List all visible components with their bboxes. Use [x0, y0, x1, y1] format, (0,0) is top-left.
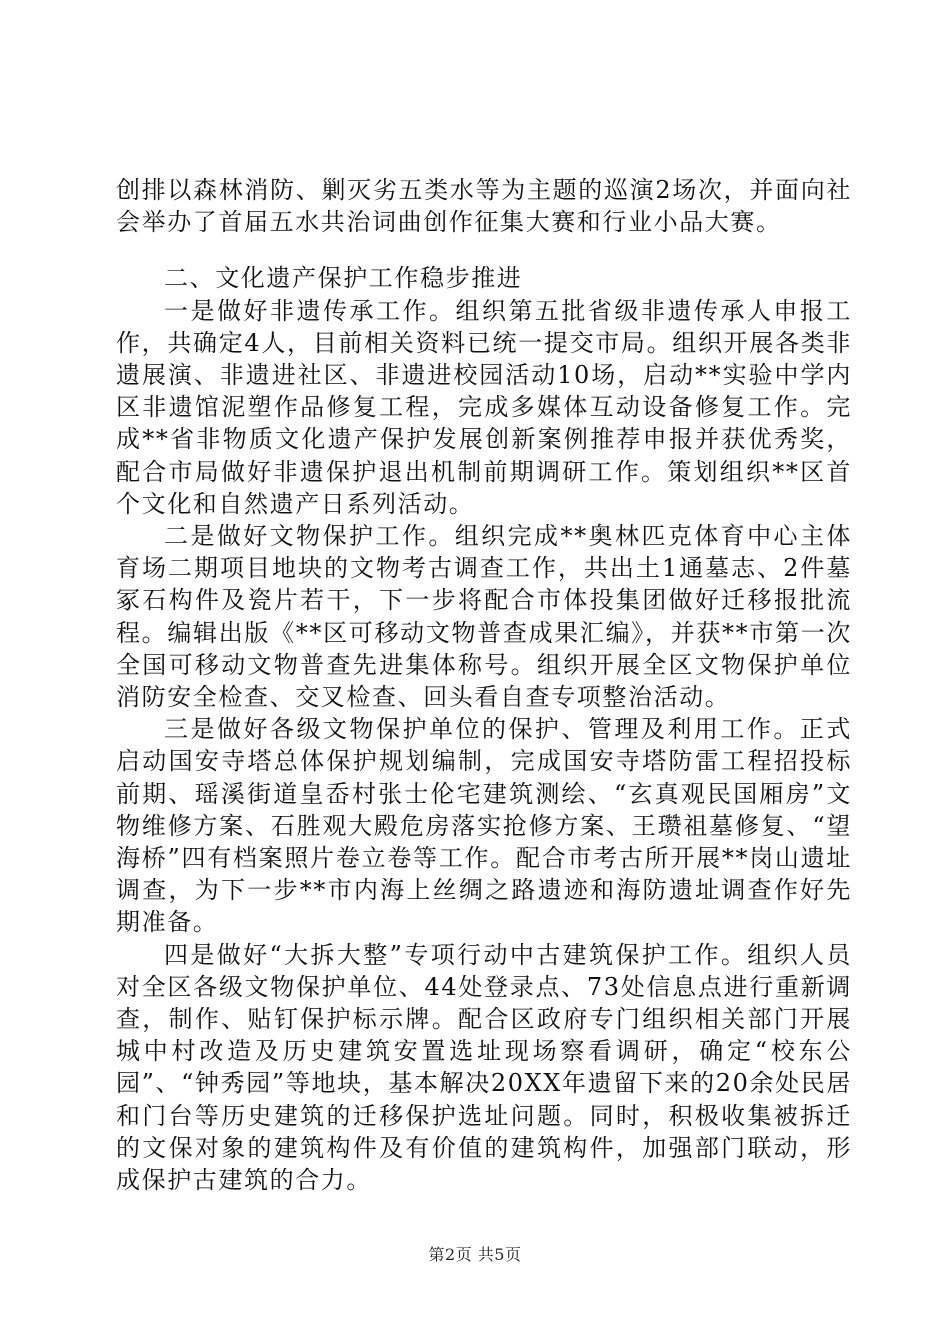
paragraph-protected-sites: 三是做好各级文物保护单位的保护、管理及利用工作。正式启动国安寺塔总体保护规划编制，完成国安寺塔防雷工程招投标前期、瑶溪街道皇岙村张士伦宅建筑测绘、“玄真观民国厢房”文物维修方案、石胜观大殿危房落实抢修方案、王瓒祖墓修复、“望海桥”四有档案照片卷立卷等工作。配合市考古所开展**岗山遗址调查，为下一步**市内海上丝绸之路遗迹和海防遗址调查作好先期准备。 — [116, 715, 852, 937]
paragraph-intangible-heritage: 一是做好非遗传承工作。组织第五批省级非遗传承人申报工作，共确定4人，目前相关资料已统一提交市局。组织开展各类非遗展演、非遗进社区、非遗进校园活动10场，启动**实验中学内区非遗馆泥塑作品修复工程，完成多媒体互动设备修复工作。完成**省非物质文化遗产保护发展创新案例推荐申报并获优秀奖，配合市局做好非遗保护退出机制前期调研工作。策划组织**区首个文化和自然遗产日系列活动。 — [116, 296, 852, 518]
paragraph-relic-protection: 二是做好文物保护工作。组织完成**奥林匹克体育中心主体育场二期项目地块的文物考古调查工作，共出土1通墓志、2件墓冢石构件及瓷片若干，下一步将配合市体投集团做好迁移报批流程。编辑出版《**区可移动文物普查成果汇编》，并获**市第一次全国可移动文物普查先进集体称号。组织开展全区文物保护单位消防安全检查、交叉检查、回头看自查专项整治活动。 — [116, 522, 852, 712]
page-footer: 第2页 共5页 — [428, 1245, 522, 1264]
paragraph-continuation: 创排以森林消防、剿灭劣五类水等为主题的巡演2场次，并面向社会举办了首届五水共治词曲创作征集大赛和行业小品大赛。 — [116, 176, 852, 237]
paragraph-ancient-buildings: 四是做好“大拆大整”专项行动中古建筑保护工作。组织人员对全区各级文物保护单位、44处登录点、73处信息点进行重新调查，制作、贴钉保护标示牌。配合区政府专门组织相关部门开展城中村改造及历史建筑安置选址现场察看调研，确定“校东公园”、“钟秀园”等地块，基本解决20XX年遗留下来的20余处民居和门台等历史建筑的迁移保护选址问题。同时，积极收集被拆迁的文保对象的建筑构件及有价值的建筑构件，加强部门联动，形成保护古建筑的合力。 — [116, 940, 852, 1195]
section-heading: 二、文化遗产保护工作稳步推进 — [164, 264, 523, 293]
document-body — [116, 174, 852, 1196]
